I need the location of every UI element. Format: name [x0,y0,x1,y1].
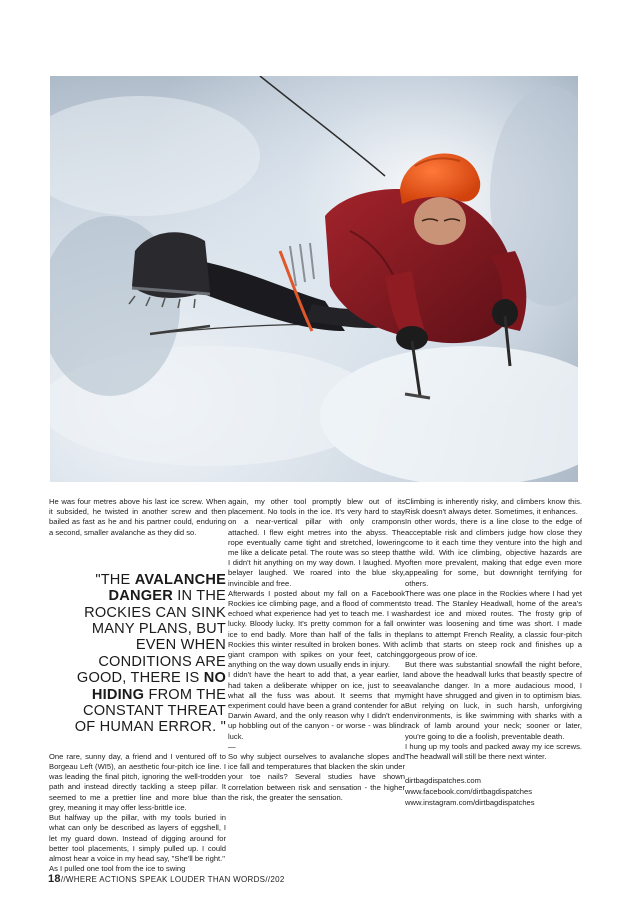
intro-paragraph: He was four metres above his last ice screw. When it subsided, he twisted in another screw and then bailed as fast as he and his partner could, enduring a second, smaller avalanche as they did so. [49,497,226,537]
body-paragraph: I hung up my tools and packed away my ice screws. The headwall will still be there next winter. [405,741,582,762]
article-column-2 [228,497,405,803]
quote-emphasis-no-hiding: NO HIDING [91,670,226,703]
body-paragraph: Afterwards I posted about my fall on a Facebook Rockies ice climbing page, and a flood of comments echoed what experience had yet to teach me. I was lucky. Bloody lucky. It's pretty common for a fall on ice to end badly. More than half of the falls in the Rockies this winter resulted in broken bones. With a giant crampon with spikes on your feet, catching anything on the way down usually ends in injury. [228,588,405,670]
body-paragraph: One rare, sunny day, a friend and I ventured off to Borgeau Left (WI5), an aesthetic four-pitch ice line. I was leading the final pitch, ignoring the well-trodden path and instead directly tackling a steep pillar. It seemed to me a prettier line and more blue than grey, meaning it may offer less-brittle ice. [49,751,226,812]
page-number: 18 [48,873,61,885]
article-column-3 [405,497,582,809]
pull-quote: "THE AVALANCHE DANGER IN THE ROCKIES CAN SINK MANY PLANS, BUT EVEN WHEN CONDITIONS ARE GOOD, THERE IS NO HIDING FROM THE CONSTANT THREAT OF HUMAN ERROR. " [74,571,226,736]
facebook-link[interactable]: www.facebook.com/dirtbagdispatches [405,787,533,797]
quote-emphasis-avalanche: AVALANCHE DANGER [108,571,226,605]
body-paragraph: But halfway up the pillar, with my tools buried in what can only be described as layers of eggshell, I let my guard down. Instead of digging around for better tool placements, I simply pulled up. I could almost hear a voice in my head say, "She'll be right." [49,813,226,863]
footer-tagline: //WHERE ACTIONS SPEAK LOUDER THAN WORDS//202 [60,875,285,884]
body-paragraph: I didn't have the heart to add that, a year earlier, I had taken a deliberate whipper on ice, just to see what all the fuss was about. It seems that my experiment could have been a grand contender for a Darwin Award, and the only reason why I didn't end up hobbling out of the canyon - or worse - was blind luck. [228,670,405,741]
ice-climber-photo [50,76,578,482]
body-paragraph: There was one place in the Rockies where I had yet to tread. The Stanley Headwall, home of the area's hardest ice and mixed routes. The frosty grip of winter was loosening and time was short. I made plans to attempt French Reality, a classic four-pitch climb that starts on steep rock and finishes up a gorgeous prow of ice. [405,588,582,660]
ice-climber-illustration [50,76,578,482]
body-paragraph: But there was substantial snowfall the night before, and above the headwall lurks that beastly spectre of avalanche danger. In a more audacious mood, I might have shrugged and given in to optimism bias. But relying on luck, in such harsh, unforgiving environments, is like swimming with sharks with a rack of lamb around your neck; sooner or later, you're going to die a foolish, preventable death. [405,660,582,741]
author-links [405,776,582,808]
body-paragraph: again, my other tool promptly blew out of its placement. No tools in the ice. It's very hard to stay on a near-vertical pillar with only crampons attached. I flew eight metres into the abyss. The rope eventually came tight and stretched, lowering me like a delicate petal. The route was so steep that I didn't hit anything on my way down. I laughed. My belayer laughed. We roared into the blue sky, invincible and free. [228,497,405,588]
page-footer [48,873,285,885]
instagram-link[interactable]: www.instagram.com/dirtbagdispatches [405,797,535,807]
body-paragraph: Climbing is inherently risky, and climbers know this. Risk doesn't always deter. Sometimes, it enhances. [405,497,582,517]
body-paragraph: As I pulled one tool from the ice to swing [49,864,186,874]
section-divider: — [228,741,236,751]
article-column-1 [49,497,226,874]
website-link[interactable]: dirtbagdispatches.com [405,776,481,786]
body-paragraph: In other words, there is a line close to the edge of acceptable risk and climbers judge how close they come to it each time they venture into the high and the wild. With ice climbing, objective hazards are often more prevalent, making that edge even more appealing for some, but downright terrifying for others. [405,517,582,588]
body-paragraph: So why subject ourselves to avalanche slopes and ice fall and temperatures that blacken the skin under your toe nails? Several studies have shown correlation between risk and sensation - the higher the risk, the greater the sensation. [228,752,405,802]
